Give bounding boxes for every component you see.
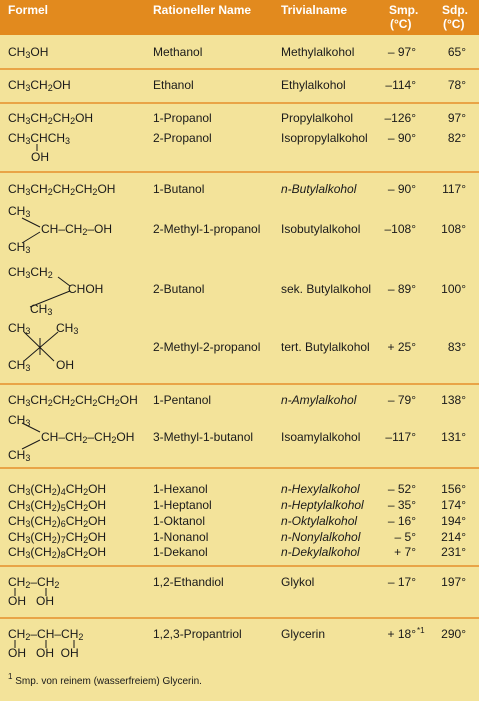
header-sdp-unit: (°C) (443, 17, 465, 31)
formula-methanol: $CH_3OH$ (8, 45, 49, 60)
trivial-name: Glycerin (281, 627, 326, 641)
header-smp: Smp. (389, 3, 419, 17)
formula-isoamyl-ch3b: $CH_3$ (8, 448, 31, 463)
rational-name: Ethanol (153, 78, 194, 92)
formula-2-butanol-choh: CHOH (68, 282, 104, 296)
formula-1-pentanol: $CH_3CH_2CH_2CH_2CH_2OH$ (8, 393, 138, 408)
trivial-name: Propylalkohol (281, 111, 354, 125)
boiling-point: 83° (447, 340, 466, 354)
rational-name: Methanol (153, 45, 203, 59)
formula-isoamyl-chain: $CH-CH_2-CH_2OH$ (41, 430, 135, 445)
rational-name: 1-Oktanol (153, 514, 206, 528)
boiling-point: 65° (447, 45, 466, 59)
trivial-name: Isobutylalkohol (281, 222, 361, 236)
trivial-name: Methylalkohol (281, 45, 355, 59)
boiling-point: 108° (441, 222, 466, 236)
rational-name: 3-Methyl-1-butanol (153, 430, 254, 444)
rational-name: 2-Methyl-1-propanol (153, 222, 261, 236)
melting-point: + 7° (394, 545, 416, 559)
boiling-point: 214° (441, 530, 466, 544)
melting-point: –108° (384, 222, 416, 236)
rational-name: 1,2-Ethandiol (153, 575, 224, 589)
melting-point: – 17° (387, 575, 416, 589)
trivial-name: Ethylalkohol (281, 78, 346, 92)
trivial-name: n-Hexylalkohol (281, 482, 360, 496)
rational-name: 2-Methyl-2-propanol (153, 340, 261, 354)
formula-glycerin: $CH_2-CH-CH_2$ (8, 627, 84, 642)
melting-point: + 18° (387, 627, 416, 641)
trivial-name: n-Dekylalkohol (281, 545, 360, 559)
rational-name: 2-Butanol (153, 282, 205, 296)
header-formel: Formel (8, 3, 49, 17)
formula-1-propanol: $CH_3CH_2CH_2OH$ (8, 111, 94, 126)
rational-name: 1-Pentanol (153, 393, 212, 407)
boiling-point: 131° (441, 430, 466, 444)
boiling-point: 82° (447, 131, 466, 145)
formula-isobutanol-ch3a: $CH_3$ (8, 204, 31, 219)
trivial-name: Isoamylalkohol (281, 430, 361, 444)
trivial-name: n-Butylalkohol (281, 182, 357, 196)
melting-point-footnote-mark: *1 (417, 626, 425, 635)
melting-point: – 90° (387, 182, 416, 196)
boiling-point: 138° (441, 393, 466, 407)
header-smp-unit: (°C) (390, 17, 412, 31)
formula-tert-butanol-ch3a: $CH_3$ (8, 321, 31, 336)
melting-point: –114° (385, 78, 416, 92)
rational-name: 1-Butanol (153, 182, 205, 196)
melting-point: – 5° (394, 530, 416, 544)
melting-point: – 79° (387, 393, 416, 407)
formula-1-dekanol: $CH_3(CH_2)_8CH_2OH$ (8, 545, 107, 560)
trivial-name: n-Heptylalkohol (281, 498, 364, 512)
formula-2-butanol-ch3: $CH_3$ (30, 302, 53, 317)
trivial-name: n-Amylalkohol (281, 393, 357, 407)
boiling-point: 78° (447, 78, 466, 92)
rational-name: 2-Propanol (153, 131, 212, 145)
boiling-point: 290° (441, 627, 466, 641)
trivial-name: Glykol (281, 575, 315, 589)
formula-ethanol: $CH_3CH_2OH$ (8, 78, 71, 93)
formula-glykol: $CH_2-CH_2$ (8, 575, 60, 590)
boiling-point: 117° (442, 182, 466, 196)
footnote-text: Smp. von reinem (wasserfreiem) Glycerin. (12, 676, 202, 687)
header-sdp: Sdp. (442, 3, 468, 17)
melting-point: – 16° (387, 514, 416, 528)
melting-point: –117° (385, 430, 416, 444)
melting-point: –126° (384, 111, 416, 125)
rational-name: 1,2,3-Propantriol (153, 627, 242, 641)
melting-point: – 89° (387, 282, 416, 296)
melting-point: – 35° (387, 498, 416, 512)
formula-1-nonanol: $CH_3(CH_2)_7CH_2OH$ (8, 530, 107, 545)
trivial-name: sek. Butylalkohol (281, 282, 372, 296)
boiling-point: 197° (441, 575, 466, 589)
trivial-name: n-Oktylalkohol (281, 514, 358, 528)
trivial-name: Isopropylalkohol (281, 131, 368, 145)
rational-name: 1-Dekanol (153, 545, 208, 559)
melting-point: – 97° (387, 45, 416, 59)
formula-1-hexanol: $CH_3(CH_2)_4CH_2OH$ (8, 482, 107, 497)
formula-tert-butanol-ch3c: $CH_3$ (8, 358, 31, 373)
trivial-name: tert. Butylalkohol (281, 340, 370, 354)
footnote (8, 672, 202, 687)
formula-isobutanol-ch3b: $CH_3$ (8, 240, 31, 255)
rational-name: 1-Heptanol (153, 498, 212, 512)
header-rational-name: Rationeller Name (153, 3, 252, 17)
boiling-point: 97° (447, 111, 466, 125)
formula-1-butanol: $CH_3CH_2CH_2CH_2OH$ (8, 182, 116, 197)
rational-name: 1-Propanol (153, 111, 212, 125)
formula-2-butanol-ethyl: $CH_3CH_2$ (8, 265, 53, 280)
trivial-name: n-Nonylalkohol (281, 530, 361, 544)
formula-2-propanol-oh: OH (31, 150, 49, 164)
melting-point: + 25° (387, 340, 416, 354)
formula-2-propanol: $CH_3CHCH_3$ (8, 131, 71, 146)
formula-glycerin-oh: OH OH OH (8, 646, 79, 660)
formula-tert-butanol-ch3b: $CH_3$ (56, 321, 79, 336)
boiling-point: 174° (441, 498, 466, 512)
boiling-point: 100° (441, 282, 466, 296)
formula-glykol-oh: OH OH (8, 594, 55, 608)
boiling-point: 231° (441, 545, 466, 559)
formula-isoamyl-ch3a: $CH_3$ (8, 413, 31, 428)
boiling-point: 156° (441, 482, 466, 496)
formula-isobutanol-chain: $CH-CH_2-OH$ (41, 222, 113, 237)
formula-tert-butanol-oh: OH (56, 358, 74, 372)
footnote-mark: 1 (8, 672, 13, 681)
melting-point: – 52° (387, 482, 416, 496)
boiling-point: 194° (441, 514, 466, 528)
formula-1-oktanol: $CH_3(CH_2)_6CH_2OH$ (8, 514, 107, 529)
header-trivial-name: Trivialname (281, 3, 348, 17)
rational-name: 1-Nonanol (153, 530, 209, 544)
rational-name: 1-Hexanol (153, 482, 208, 496)
formula-1-heptanol: $CH_3(CH_2)_5CH_2OH$ (8, 498, 107, 513)
melting-point: – 90° (387, 131, 416, 145)
